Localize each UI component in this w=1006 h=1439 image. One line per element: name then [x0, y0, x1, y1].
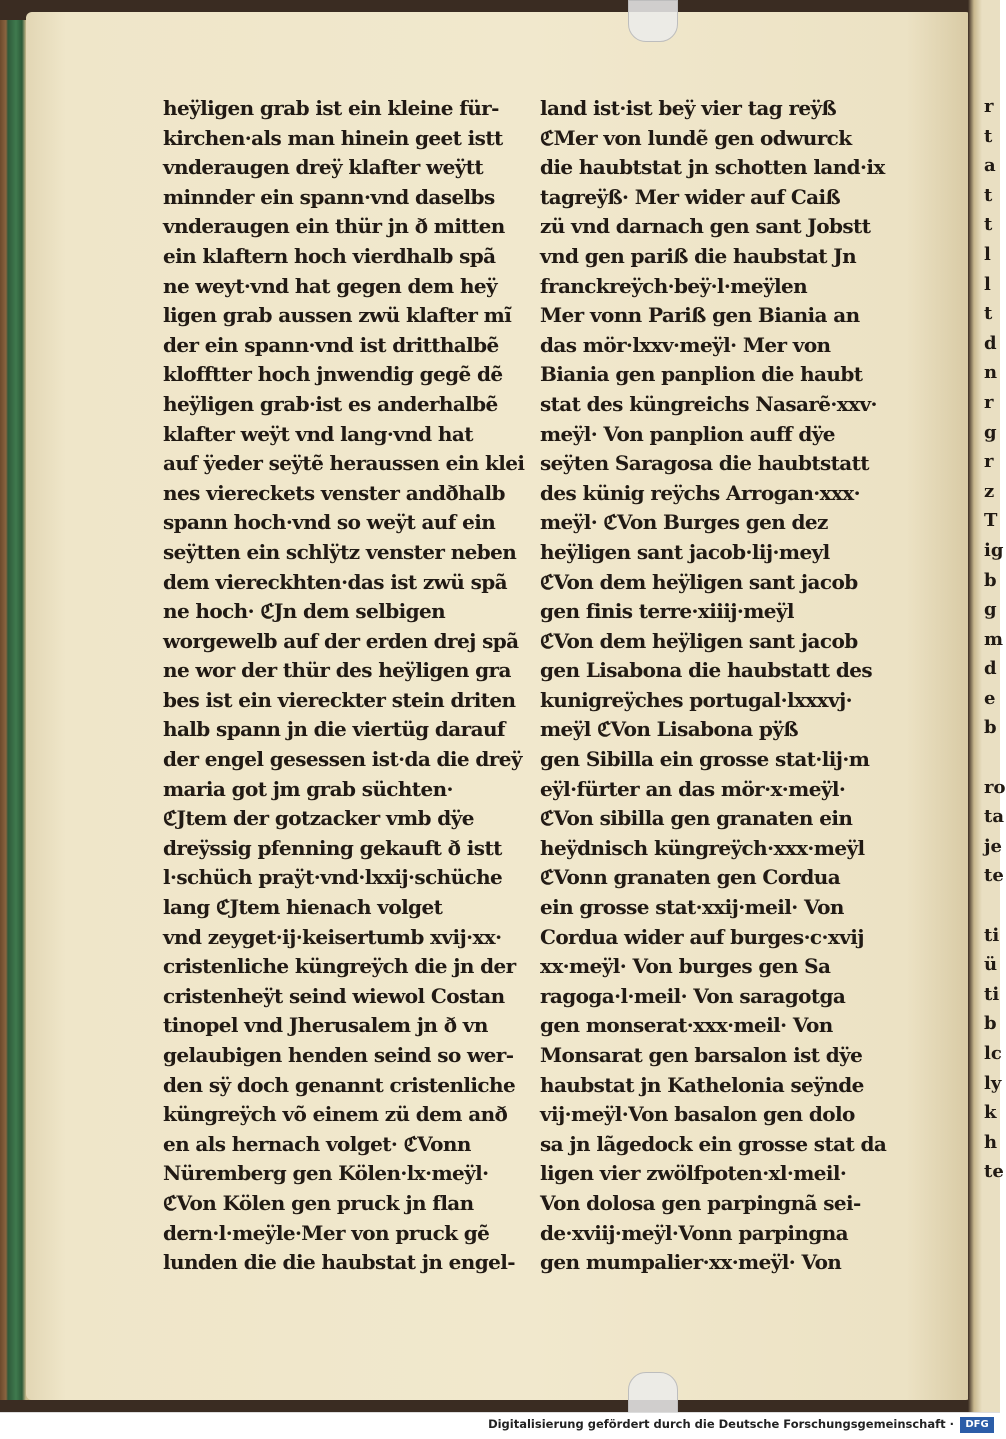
- text-line: ℭMer von lundẽ gen odwurck: [540, 125, 852, 150]
- edge-text-fragment: [984, 743, 1000, 773]
- edge-text-fragment: d: [984, 658, 997, 680]
- edge-text-fragment: a: [984, 155, 996, 177]
- edge-text-fragment: ly: [984, 1072, 1002, 1094]
- text-line: der ein spann·vnd ist dritthalbẽ: [163, 332, 499, 357]
- text-line: seÿten Saragosa die haubtstatt: [540, 451, 869, 476]
- text-line: den sÿ doch genannt cristenliche: [163, 1072, 516, 1097]
- text-line: ne hoch· ℭJn dem selbigen: [163, 599, 446, 624]
- text-line: cristenheÿt seind wiewol Costan: [163, 983, 505, 1008]
- text-line: Nüremberg gen Kölen·lx·meÿl·: [163, 1161, 489, 1186]
- edge-text-fragment: r: [984, 451, 994, 473]
- text-line: eÿl·fürter an das mör·x·meÿl·: [540, 776, 846, 801]
- text-line: klafter weÿt vnd lang·vnd hat: [163, 421, 473, 446]
- text-line: gelaubigen henden seind so wer-: [163, 1043, 514, 1067]
- right-text-column: [540, 94, 896, 1278]
- edge-text-fragment: [984, 1246, 1000, 1276]
- text-line: ligen grab aussen zwü klafter mĩ: [163, 303, 512, 328]
- text-line: vnd gen pariß die haubstat Jn: [540, 243, 857, 268]
- text-line: spann hoch·vnd so weÿt auf ein: [163, 510, 496, 535]
- text-line: gen Lisabona die haubstatt des: [540, 658, 873, 683]
- text-line: en als hernach volget· ℭVonn: [163, 1131, 471, 1156]
- text-line: zü vnd darnach gen sant Jobstt: [540, 214, 871, 239]
- text-line: lang ℭJtem hienach volget: [163, 895, 443, 920]
- text-line: minnder ein spann·vnd daselbs: [163, 184, 495, 209]
- text-line: nes viereckets venster andðhalb: [163, 480, 505, 505]
- text-line: tagreÿß· Mer wider auf Caiß: [540, 184, 841, 209]
- text-line: ne weyt·vnd hat gegen dem heÿ: [163, 273, 498, 298]
- edge-text-fragment: z: [984, 480, 995, 502]
- text-line: de·xviij·meÿl·Vonn parpingna: [540, 1220, 849, 1245]
- edge-text-fragment: n: [984, 362, 998, 384]
- text-line: vnderaugen ein thür jn ð mitten: [163, 214, 505, 239]
- text-line: xx·meÿl· Von burges gen Sa: [540, 954, 831, 979]
- edge-text-fragment: e: [984, 687, 996, 709]
- text-line: sa jn lãgedock ein grosse stat da: [540, 1131, 887, 1156]
- text-line: der engel gesessen ist·da die dreÿ: [163, 747, 522, 772]
- text-line: tinopel vnd Jherusalem jn ð vn: [163, 1013, 488, 1038]
- text-line: das mör·lxxv·meÿl· Mer von: [540, 332, 831, 357]
- text-line: die haubtstat jn schotten land·ix: [540, 155, 885, 180]
- text-line: kunigreÿches portugal·lxxxvj·: [540, 687, 853, 712]
- page-clip-bottom: [628, 1372, 678, 1414]
- text-line: auf ÿeder seÿtẽ heraussen ein klei: [163, 451, 525, 476]
- text-line: gen monserat·xxx·meil· Von: [540, 1013, 833, 1038]
- edge-text-fragment: je: [984, 835, 1002, 857]
- text-line: halb spann jn die viertüg darauf: [163, 717, 505, 742]
- text-line: ℭVon Kölen gen pruck jn flan: [163, 1190, 474, 1215]
- edge-text-fragment: g: [984, 599, 997, 621]
- text-line: maria got jm grab süchten·: [163, 776, 453, 801]
- text-line: cristenliche küngreÿch die jn der: [163, 954, 516, 979]
- edge-text-fragment: ti: [984, 924, 1000, 946]
- text-line: meÿl· ℭVon Burges gen dez: [540, 510, 828, 535]
- edge-text-fragment: b: [984, 569, 997, 591]
- footer-bar: [0, 1412, 1000, 1439]
- text-line: Von dolosa gen parpingnã sei-: [540, 1190, 861, 1215]
- text-line: ℭVon dem heÿligen sant jacob: [540, 628, 858, 653]
- edge-text-fragment: t: [984, 303, 993, 325]
- edge-text-fragment: t: [984, 214, 993, 236]
- edge-text-fragment: ta: [984, 806, 1004, 828]
- edge-text-fragment: l: [984, 273, 991, 295]
- text-line: worgewelb auf der erden drej spã: [163, 628, 519, 653]
- edge-text-fragment: g: [984, 421, 997, 443]
- dfg-logo-icon: DFG: [960, 1417, 994, 1433]
- text-line: heÿligen grab·ist es anderhalbẽ: [163, 391, 498, 416]
- edge-text-fragment: h: [984, 1131, 998, 1153]
- edge-text-fragment: l: [984, 243, 991, 265]
- edge-text-fragment: [984, 1217, 1000, 1247]
- text-line: dern·l·meÿle·Mer von pruck gẽ: [163, 1220, 490, 1245]
- text-line: haubstat jn Kathelonia seÿnde: [540, 1072, 864, 1097]
- text-line: Biania gen panplion die haubt: [540, 362, 863, 387]
- text-line: ein grosse stat·xxij·meil· Von: [540, 895, 844, 920]
- left-text-column: [163, 94, 525, 1278]
- page-clip-top: [628, 0, 678, 42]
- text-line: ligen vier zwölfpoten·xl·meil·: [540, 1161, 847, 1186]
- edge-text-fragment: te: [984, 865, 1004, 887]
- edge-text-fragment: ro: [984, 776, 1006, 798]
- text-line: Cordua wider auf burges·c·xvij: [540, 924, 864, 949]
- text-line: ragoga·l·meil· Von saragotga: [540, 983, 846, 1008]
- edge-text-fragment: ü: [984, 954, 998, 976]
- edge-text-fragment: lc: [984, 1043, 1002, 1064]
- text-line: gen finis terre·xiiij·meÿl: [540, 599, 794, 624]
- edge-text-fragment: r: [984, 391, 994, 413]
- text-line: Monsarat gen barsalon ist dÿe: [540, 1043, 863, 1067]
- text-line: Mer vonn Pariß gen Biania an: [540, 303, 860, 328]
- text-line: des künig reÿchs Arrogan·xxx·: [540, 480, 860, 505]
- edge-text-fragment: m: [984, 628, 1004, 650]
- text-line: heÿligen grab ist ein kleine für-: [163, 96, 499, 120]
- text-line: dem viereckhten·das ist zwü spã: [163, 569, 507, 594]
- text-line: vnderaugen dreÿ klafter weÿtt: [163, 155, 484, 180]
- text-line: land ist·ist beÿ vier tag reÿß: [540, 96, 837, 120]
- edge-text-fragment: b: [984, 1013, 997, 1035]
- text-line: ℭJtem der gotzacker vmb dÿe: [163, 806, 474, 831]
- text-line: ne wor der thür des heÿligen gra: [163, 658, 511, 683]
- text-line: franckreÿch·beÿ·l·meÿlen: [540, 273, 808, 298]
- text-line: meÿl· Von panplion auff dÿe: [540, 421, 835, 446]
- text-line: meÿl ℭVon Lisabona pÿß: [540, 717, 798, 742]
- text-line: klofftter hoch jnwendig gegẽ dẽ: [163, 362, 503, 387]
- edge-text-fragment: t: [984, 125, 993, 147]
- edge-text-fragment: T: [984, 510, 998, 532]
- text-line: lunden die die haubstat jn engel-: [163, 1250, 515, 1275]
- edge-text-fragment: ig: [984, 539, 1004, 561]
- text-line: seÿtten ein schlÿtz venster neben: [163, 539, 517, 564]
- text-line: gen mumpalier·xx·meÿl· Von: [540, 1250, 842, 1275]
- text-line: ein klaftern hoch vierdhalb spã: [163, 243, 496, 268]
- edge-text-fragment: d: [984, 332, 997, 354]
- text-line: vnd zeyget·ij·keisertumb xvij·xx·: [163, 924, 502, 949]
- edge-text-fragment: t: [984, 184, 993, 206]
- text-line: vij·meÿl·Von basalon gen dolo: [540, 1102, 855, 1127]
- text-line: stat des küngreichs Nasarẽ·xxv·: [540, 391, 877, 416]
- edge-text-fragment: k: [984, 1102, 997, 1124]
- text-line: l·schüch praÿt·vnd·lxxij·schüche: [163, 865, 503, 890]
- edge-text-fragment: [984, 1187, 1000, 1217]
- text-line: heÿligen sant jacob·lij·meyl: [540, 539, 830, 564]
- funding-credit: Digitalisierung gefördert durch die Deutsche Forschungsgemeinschaft ·: [488, 1417, 954, 1431]
- edge-text-fragment: b: [984, 717, 997, 739]
- text-line: küngreÿch võ einem zü dem anð: [163, 1102, 508, 1127]
- edge-text-fragment: r: [984, 96, 994, 117]
- text-line: bes ist ein viereckter stein driten: [163, 687, 516, 712]
- text-line: ℭVon sibilla gen granaten ein: [540, 806, 853, 831]
- edge-text-fragment: [984, 891, 1000, 921]
- edge-text-fragment: te: [984, 1161, 1004, 1183]
- edge-text-fragment: ti: [984, 983, 1000, 1005]
- facing-page-text-fragments: [984, 92, 1006, 1276]
- text-line: kirchen·als man hinein geet istt: [163, 125, 503, 150]
- text-line: dreÿssig pfenning gekauft ð istt: [163, 835, 502, 860]
- text-line: ℭVonn granaten gen Cordua: [540, 865, 841, 890]
- text-line: gen Sibilla ein grosse stat·lij·m: [540, 747, 870, 772]
- text-line: heÿdnisch küngreÿch·xxx·meÿl: [540, 835, 865, 860]
- text-line: ℭVon dem heÿligen sant jacob: [540, 569, 858, 594]
